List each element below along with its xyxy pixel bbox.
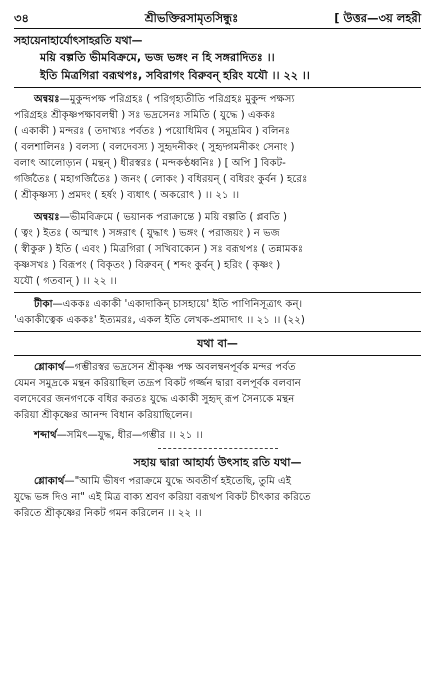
anvaya-line: —মুকুন্দপক্ষ পরিগ্রহঃ ( পরিগৃহ্যতীতি পরিগ্রহঃ মুকুন্দ পক্ষস্য [59, 94, 295, 105]
divider-rule [14, 331, 421, 332]
shlokartha-line: বলদেবের জনগণকে বধির করতঃ যুদ্ধে একাকী সুহৃদ্ রূপ সৈন্যকে মন্থন [14, 394, 295, 405]
shabdartha-21 [14, 428, 421, 444]
shlokartha-line: —"আমি ভীষণ পরাক্রমে যুদ্ধে অবতীর্ণ হইতেছি, তুমি এই [64, 476, 292, 487]
shlokartha-label: শ্লোকার্থ [34, 362, 65, 373]
shlokartha-line: —গম্ভীরস্বর ভদ্রসেন শ্রীকৃষ্ণ পক্ষ অবলম্বনপূর্বক মন্দর পর্বত [64, 362, 296, 373]
shabdartha-label: শব্দার্থ [34, 430, 57, 441]
tika-label: টীকা [34, 299, 53, 310]
anvaya-line: গর্জিতৈঃ ( মহাগর্জিতৈঃ ) জনং ( লোকং ) বধিরয়ন্ ( বধিরং কুর্বন ) হরেঃ [14, 174, 308, 185]
shlokartha-label: শ্লোকার্থ [34, 476, 65, 487]
anvaya-line: কৃষ্ণসখঃ ) বিরূপং ( বিকৃতং ) বিরুবন্ ( শব্দং কুর্বন্ ) হরিং ( কৃষ্ণং ) [14, 260, 281, 271]
divider-rule [14, 87, 421, 88]
anvaya-label: অন্বয়ঃ [34, 94, 60, 105]
shlokartha-line: যুদ্ধে ভঙ্গ দিও না" এই মিত্র বাক্য শ্রবণ করিয়া বরূথপ বিকট চীৎকার করিতে [14, 492, 311, 503]
page-number: ৩৪ [14, 11, 29, 25]
shabdartha-text: —সমিৎ—যুদ্ধ, ধীর—গম্ভীর ।। ২১ ।। [56, 430, 203, 441]
shlokartha-line: যেমন সমুদ্রকে মন্থন করিয়াছিল তদ্রূপ বিকট গর্জ্জন দ্বারা বলপূর্বক বলবান [14, 378, 301, 389]
divider-rule [14, 292, 421, 293]
anvaya-line: ( ত্বং ) ইতঃ ( অস্মাৎ ) সঙ্গরাৎ ( যুদ্ধাৎ ) ভঙ্গং ( পরাজয়ং ) ন ভজ [14, 228, 280, 239]
verse-line-1: ময়ি বল্পতি ভীমবিক্রমে, ভজ ভঙ্গং ন হি সঙ্গরাদিতঃ ।। [40, 51, 275, 64]
tika-commentary [14, 297, 421, 329]
anvaya-line: ( শ্রীকৃষ্ণস্য ) প্রমদং ( হর্ষং ) ব্যধাৎ ( অকরোৎ ) ।। ২১ ।। [14, 190, 240, 201]
shlokartha-22 [14, 474, 421, 522]
page-header [14, 6, 421, 26]
section-label: [ উত্তর—৩য় লহরী [334, 11, 421, 25]
shlokartha-line: করিয়া শ্রীকৃষ্ণের আনন্দ বিধান করিয়াছিলেন। [14, 410, 193, 421]
section-heading: সহায় দ্বারা আহার্য্য উৎসাহ রতি যথা— [133, 456, 302, 469]
sanskrit-verse [14, 49, 421, 85]
anvaya-line: বলাৎ আলোড়্যন ( মন্থন্ ) ধীরস্বরঃ ( মন্দকণ্ঠধ্বনিঃ ) [ অপি ] বিকট- [14, 158, 286, 169]
divider-rule [14, 355, 421, 356]
section-heading: যথা বা— [197, 337, 238, 350]
header-rule [14, 28, 421, 29]
anvaya-22 [14, 210, 421, 290]
anvaya-line: ( একাকী ) মন্দরঃ ( তদাখ্যঃ পর্বতঃ ) পয়োধিমিব ( সমুদ্রমিব ) বলিনঃ [14, 126, 291, 137]
dotted-separator [158, 448, 278, 449]
shlokartha-line: করিতে শ্রীকৃষ্ণের নিকট গমন করিলেন ।। ২২ ।। [14, 508, 202, 519]
tika-line: 'একাকীত্বেক এককঃ' ইত্যমরঃ, একল ইতি লেখক-প্রমাদাৎ ।। ২১ ।। (২২) [14, 315, 305, 326]
tika-line: —এককঃ একাকী 'একাদাকিন্ চাসহায়ে' ইতি পাণিনিসূত্রাৎ কন্। [52, 299, 303, 310]
book-title: শ্রীভক্তিরসামৃতসিন্ধুঃ [144, 11, 239, 25]
anvaya-line: পরিগ্রহঃ শ্রীকৃষ্ণপক্ষাবলম্বী ) সঃ ভদ্রসেনঃ সমিতি ( যুদ্ধে ) এককঃ [14, 110, 276, 121]
anvaya-label: অন্বয়ঃ [34, 212, 60, 223]
section-heading: সহায়েনাহার্যোৎসাহরতি যথা— [14, 34, 143, 47]
shlokartha-21 [14, 360, 421, 424]
anvaya-line: —ভীমবিক্রমে ( ভয়ানক পরাক্রান্তে ) ময়ি বল্পতি ( প্লবতি ) [59, 212, 287, 223]
anvaya-line: ( বলশালিনঃ ) বলস্য ( বলদেবস্য ) সুহৃদনীকং ( সুহৃদ্গমনীকং সেনাং ) [14, 142, 295, 153]
anvaya-line: ( স্বীকুরু ) ইতি ( এবং ) মিত্রগিরা ( সখিবাক্যেন ) সঃ বরূথপঃ ( তন্নামকঃ [14, 244, 304, 255]
anvaya-21 [14, 92, 421, 204]
anvaya-line: যযৌ ( গতবান্ ) ।। ২২ ।। [14, 276, 117, 287]
verse-line-2: ইতি মিত্রগিরা বরূথপঃ, সবিরাগং বিরুবন্ হরিং যযৌ ।। ২২ ।। [40, 69, 310, 82]
